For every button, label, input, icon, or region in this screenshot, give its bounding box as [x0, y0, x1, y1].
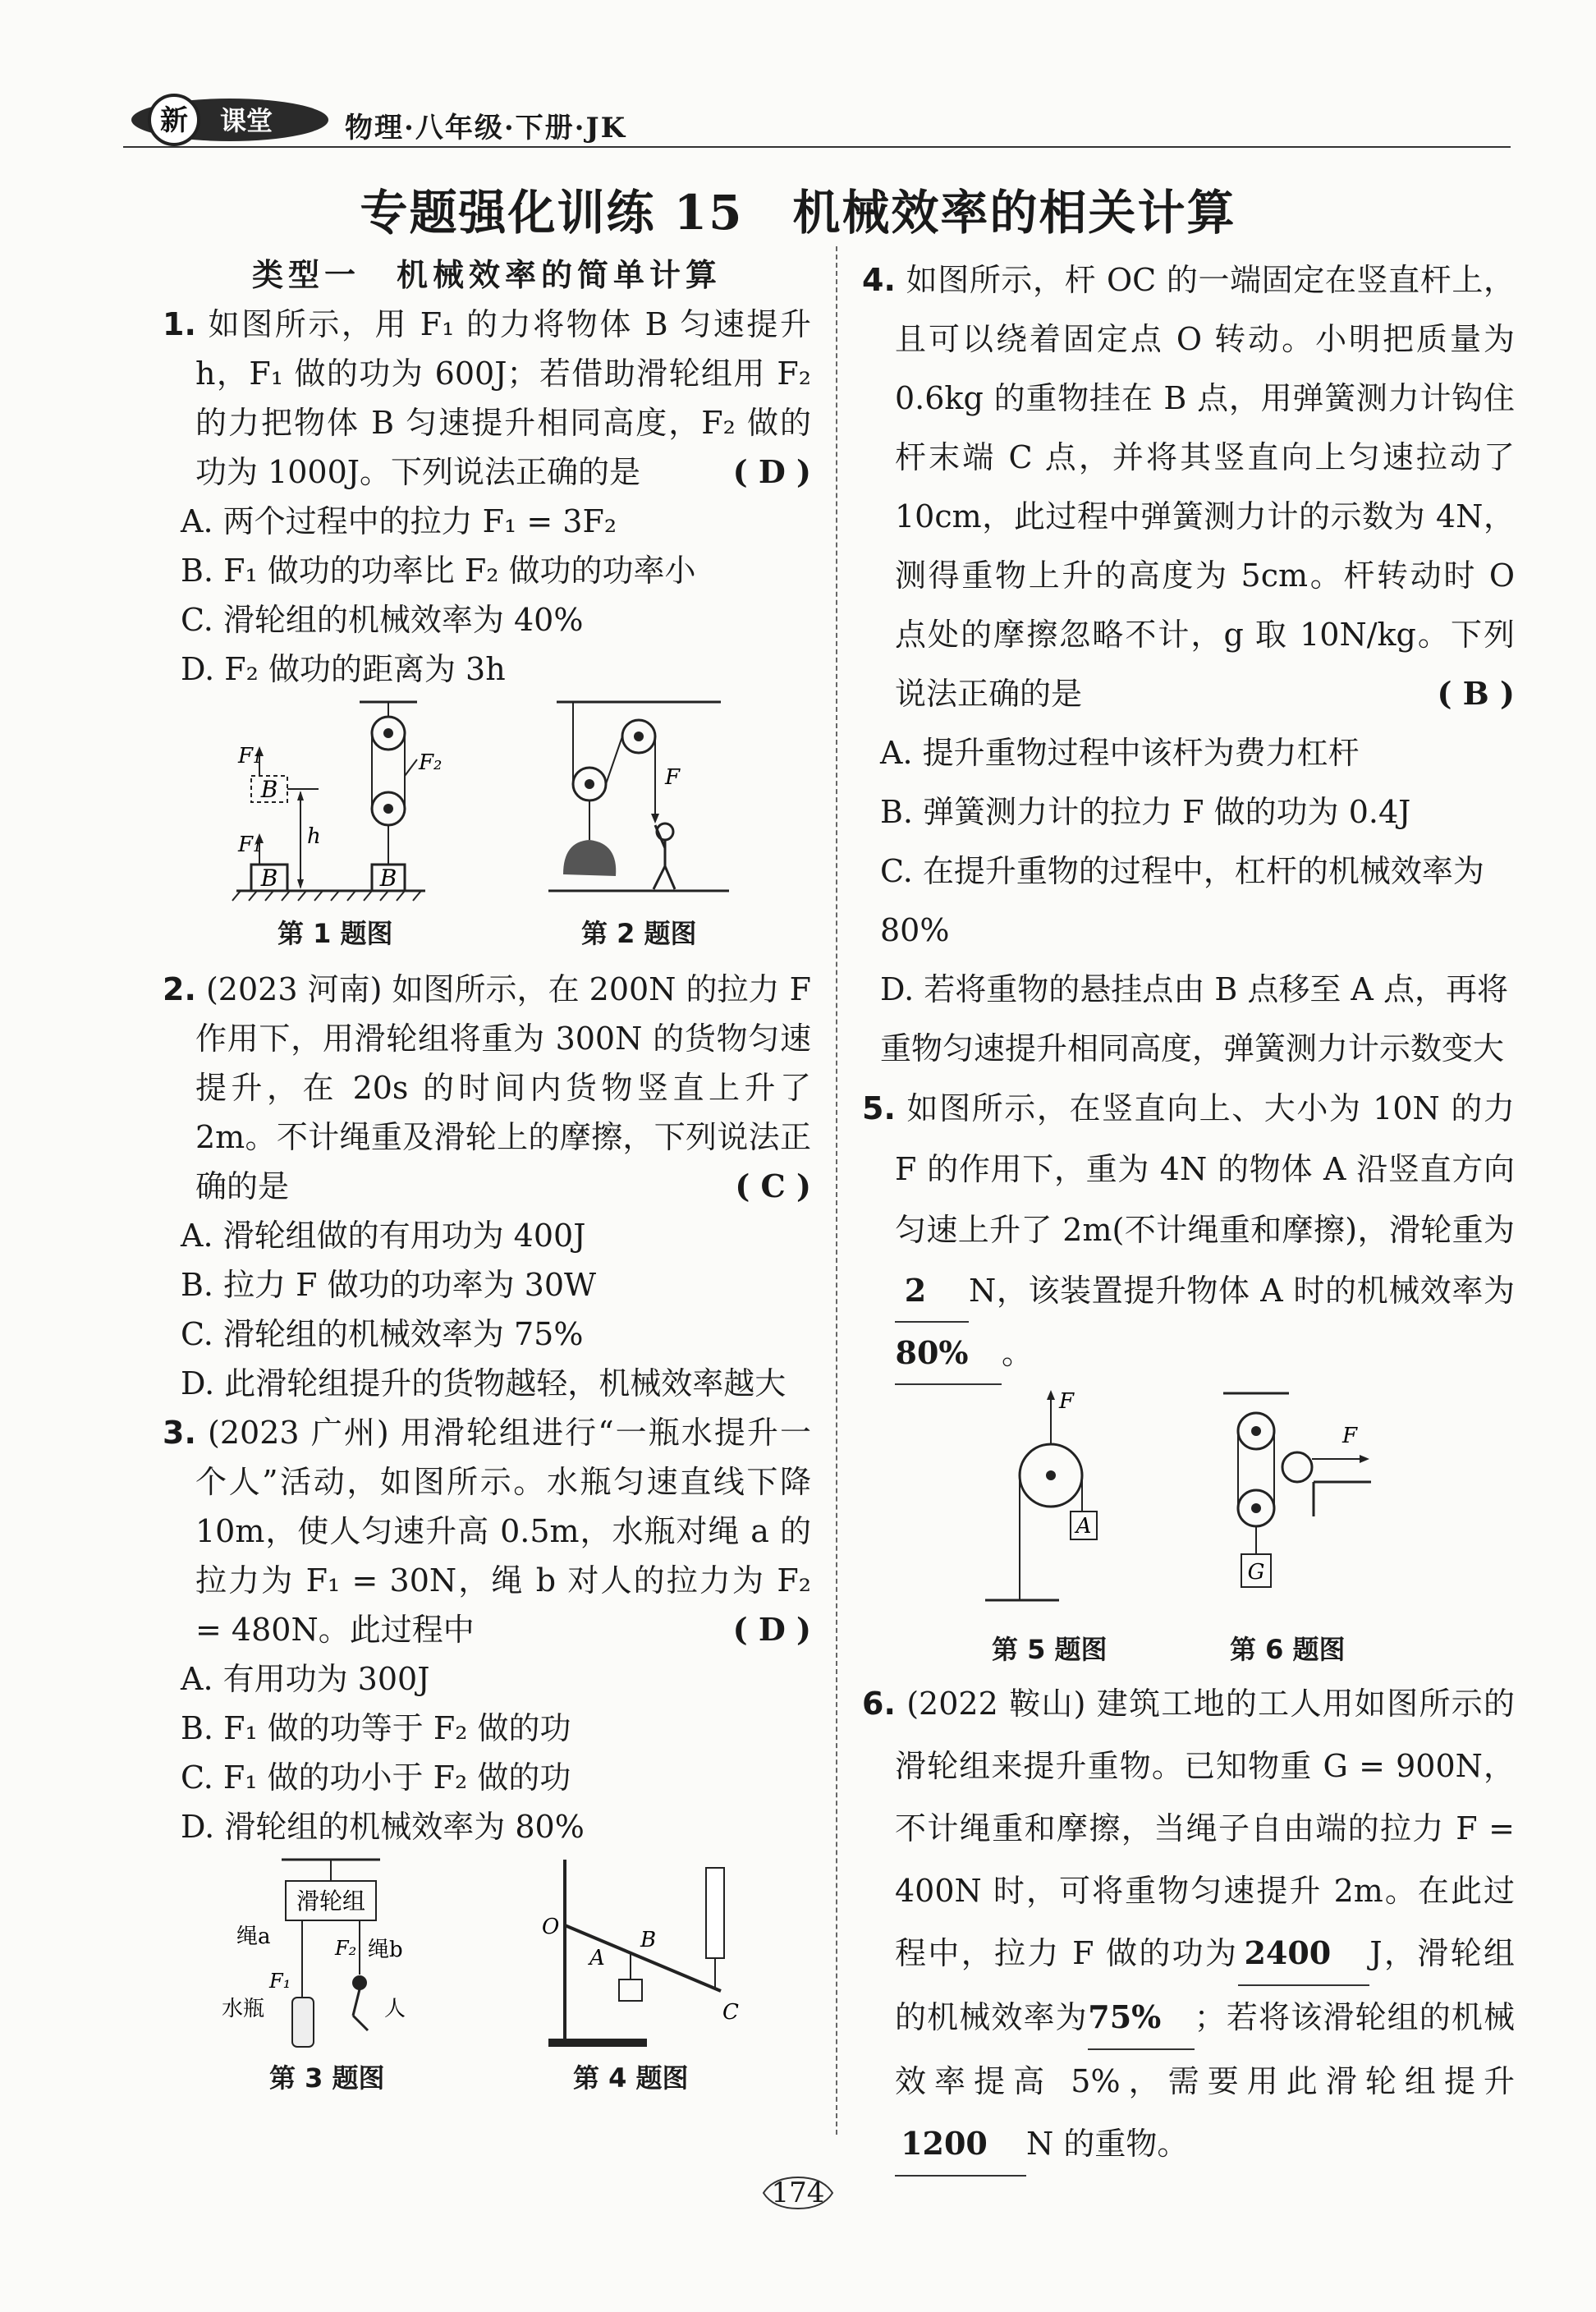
q4-option-a: A. 提升重物过程中该杆为费力杠杆 — [880, 735, 1360, 771]
q2-stem: (2023 河南) 如图所示，在 200N 的拉力 F 作用下，用滑轮组将重为 300N 的货物匀速提升，在 20s 的时间内货物竖直上升了 2m。不计绳重及滑轮上的摩擦，下列说法正确的是 — [195, 971, 811, 1204]
q4-option-c: C. 在提升重物的过程中，杠杆的机械效率为 80% — [880, 853, 1484, 948]
left-column — [163, 250, 811, 2114]
fig6-g-label: G — [1247, 1560, 1265, 1585]
header-rule — [123, 146, 1511, 148]
figure-3-4-diagram — [163, 1851, 811, 2057]
q2-answer: ( C ) — [735, 1167, 811, 1204]
q1-answer: ( D ) — [732, 453, 811, 490]
q3-option-b: B. F₁ 做的功等于 F₂ 做的功 — [181, 1710, 571, 1746]
q1-option-d: D. F₂ 做功的距离为 3h — [181, 651, 506, 687]
logo-text: 新 — [160, 104, 188, 137]
q5-blank-2[interactable]: 80% — [895, 1323, 1002, 1385]
q1-number: 1. — [163, 306, 196, 342]
q2-option-d: D. 此滑轮组提升的货物越轻，机械效率越大 — [181, 1365, 787, 1401]
figure-5-6-diagram — [862, 1385, 1515, 1623]
q6-stem-1: (2022 鞍山) 建筑工地的工人用如图所示的滑轮组来提升重物。已知物重 G = 900N，不计绳重和摩擦，当绳子自由端的拉力 F = 400N 时，可将重物匀速提升 2m。在此过程中，拉力 F 做的功为 — [895, 1686, 1515, 1971]
q6-blank-3[interactable]: 1200 — [895, 2112, 1026, 2177]
q6-blank-2[interactable]: 75% — [1088, 1986, 1195, 2050]
fig3-caption: 第 3 题图 — [269, 2062, 385, 2094]
fig1-f1-upper: F₁ — [238, 744, 262, 768]
q4-option-d: D. 若将重物的悬挂点由 B 点移至 A 点，再将重物匀速提升相同高度，弹簧测力计示数变大 — [880, 971, 1508, 1067]
svg-text:课堂: 课堂 — [219, 105, 273, 136]
q6-stem-4: N 的重物。 — [1026, 2126, 1189, 2162]
column-divider — [836, 246, 837, 2135]
q1-option-b: B. F₁ 做功的功率比 F₂ 做功的功率小 — [181, 553, 696, 589]
page-title: 专题强化训练 15 机械效率的相关计算 — [360, 185, 1236, 241]
q3-option-d: D. 滑轮组的机械效率为 80% — [181, 1809, 585, 1845]
q3-option-c: C. F₁ 做的功小于 F₂ 做的功 — [181, 1759, 571, 1796]
fig4-a-label: A — [589, 1946, 605, 1970]
fig4-c-label: C — [722, 2000, 739, 2025]
q5-number: 5. — [862, 1090, 896, 1126]
q6-stem-2: J，滑轮组的机械效率为 — [895, 1935, 1516, 2035]
q5-stem-3: 。 — [1002, 1335, 1034, 1371]
fig3-bottle: 水瓶 — [222, 1997, 265, 2021]
page-number — [757, 2174, 839, 2212]
q3-number: 3. — [163, 1415, 196, 1451]
question-4 — [862, 250, 1515, 1078]
q2-option-b: B. 拉力 F 做功的功率为 30W — [181, 1267, 597, 1303]
right-column — [862, 250, 1515, 2177]
fig3-rope-a: 绳a — [236, 1924, 271, 1949]
q1-stem: 如图所示，用 F₁ 的力将物体 B 匀速提升 h，F₁ 做的功为 600J；若借助滑轮组用 F₂ 的力把物体 B 匀速提升相同高度，F₂ 做的功为 1000J。下列说法正确的是 — [195, 306, 811, 490]
fig1-b-label: B — [260, 865, 278, 892]
q5-stem-1: 如图所示，在竖直向上、大小为 10N 的力 F 的作用下，重为 4N 的物体 A 沿竖直方向匀速上升了 2m(不计绳重和摩擦)，滑轮重为 — [895, 1090, 1515, 1248]
fig1-h-label: h — [307, 824, 321, 849]
fig5-f-label: F — [1059, 1389, 1075, 1414]
fig4-caption: 第 4 题图 — [573, 2062, 689, 2094]
q4-stem: 如图所示，杆 OC 的一端固定在竖直杆上，且可以绕着固定点 O 转动。小明把质量为 0.6kg 的重物挂在 B 点，用弹簧测力计钩住杆末端 C 点，并将其竖直向上匀速拉动了 10cm，此过程中弹簧测力计的示数为 4N，测得重物上升的高度为 5cm。杆转动时 O 点处的摩擦忽略不计，g 取 10N/kg。下列说法正确的是 — [895, 262, 1515, 712]
q5-blank-1[interactable]: 2 — [895, 1260, 969, 1323]
question-6 — [862, 1672, 1515, 2177]
q6-blank-1[interactable]: 2400 — [1238, 1922, 1369, 1986]
fig5-a-label: A — [1075, 1514, 1092, 1539]
fig4-b-label: B — [640, 1928, 657, 1952]
fig6-f-label: F — [1342, 1424, 1358, 1448]
fig5-caption: 第 5 题图 — [992, 1634, 1108, 1665]
q3-option-a: A. 有用功为 300J — [181, 1661, 430, 1697]
q2-option-a: A. 滑轮组做的有用功为 400J — [181, 1218, 586, 1254]
figure-1-2-diagram — [163, 694, 811, 907]
q4-number: 4. — [862, 262, 896, 298]
fig6-caption: 第 6 题图 — [1230, 1634, 1346, 1665]
fig3-rope-b: 绳b — [368, 1938, 403, 1962]
q6-number: 6. — [862, 1686, 896, 1722]
header-subtitle: 物理·八年级·下册·JK — [345, 112, 627, 144]
figures-5-6 — [862, 1385, 1515, 1672]
q4-option-b: B. 弹簧测力计的拉力 F 做的功为 0.4J — [880, 794, 1411, 830]
q3-answer: ( D ) — [732, 1611, 811, 1648]
header-logo — [123, 90, 337, 148]
fig3-group-label: 滑轮组 — [296, 1888, 366, 1915]
fig4-o-label: O — [542, 1915, 560, 1939]
fig1-b-pulley-label: B — [379, 865, 397, 892]
question-1 — [163, 300, 811, 694]
q5-stem-2: N，该装置提升物体 A 时的机械效率为 — [969, 1273, 1515, 1309]
fig1-f2-label: F₂ — [419, 750, 443, 775]
q1-option-c: C. 滑轮组的机械效率为 40% — [181, 602, 584, 638]
q2-option-c: C. 滑轮组的机械效率为 75% — [181, 1316, 584, 1352]
fig2-caption: 第 2 题图 — [581, 918, 697, 949]
q4-answer: ( B ) — [1437, 675, 1515, 712]
fig1-f1-lower: F₁ — [238, 833, 262, 857]
fig1-b-top-label: B — [260, 776, 278, 803]
q2-number: 2. — [163, 971, 196, 1007]
q1-option-a: A. 两个过程中的拉力 F₁ = 3F₂ — [181, 503, 617, 539]
figures-3-4 — [163, 1851, 811, 2114]
section-heading: 类型一 机械效率的简单计算 — [251, 256, 722, 293]
question-2 — [163, 965, 811, 1408]
question-3 — [163, 1408, 811, 1851]
fig2-f-label: F — [665, 765, 681, 790]
fig3-person: 人 — [384, 1997, 406, 2021]
fig1-caption: 第 1 题图 — [277, 918, 393, 949]
q3-stem: (2023 广州) 用滑轮组进行“一瓶水提升一个人”活动，如图所示。水瓶匀速直线下降 10m，使人匀速升高 0.5m，水瓶对绳 a 的拉力为 F₁ = 30N，绳 b 对人的拉力为 F₂ = 480N。此过程中 — [195, 1415, 811, 1648]
page-number-text: 174 — [771, 2177, 825, 2209]
fig3-f2: F₂ — [335, 1937, 357, 1960]
fig3-f1: F₁ — [269, 1970, 291, 1993]
figures-1-2 — [163, 694, 811, 965]
q6-stem-3: ；若将该滑轮组的机械效率提高 5%，需要用此滑轮组提升 — [895, 1999, 1515, 2099]
question-5 — [862, 1078, 1515, 1385]
